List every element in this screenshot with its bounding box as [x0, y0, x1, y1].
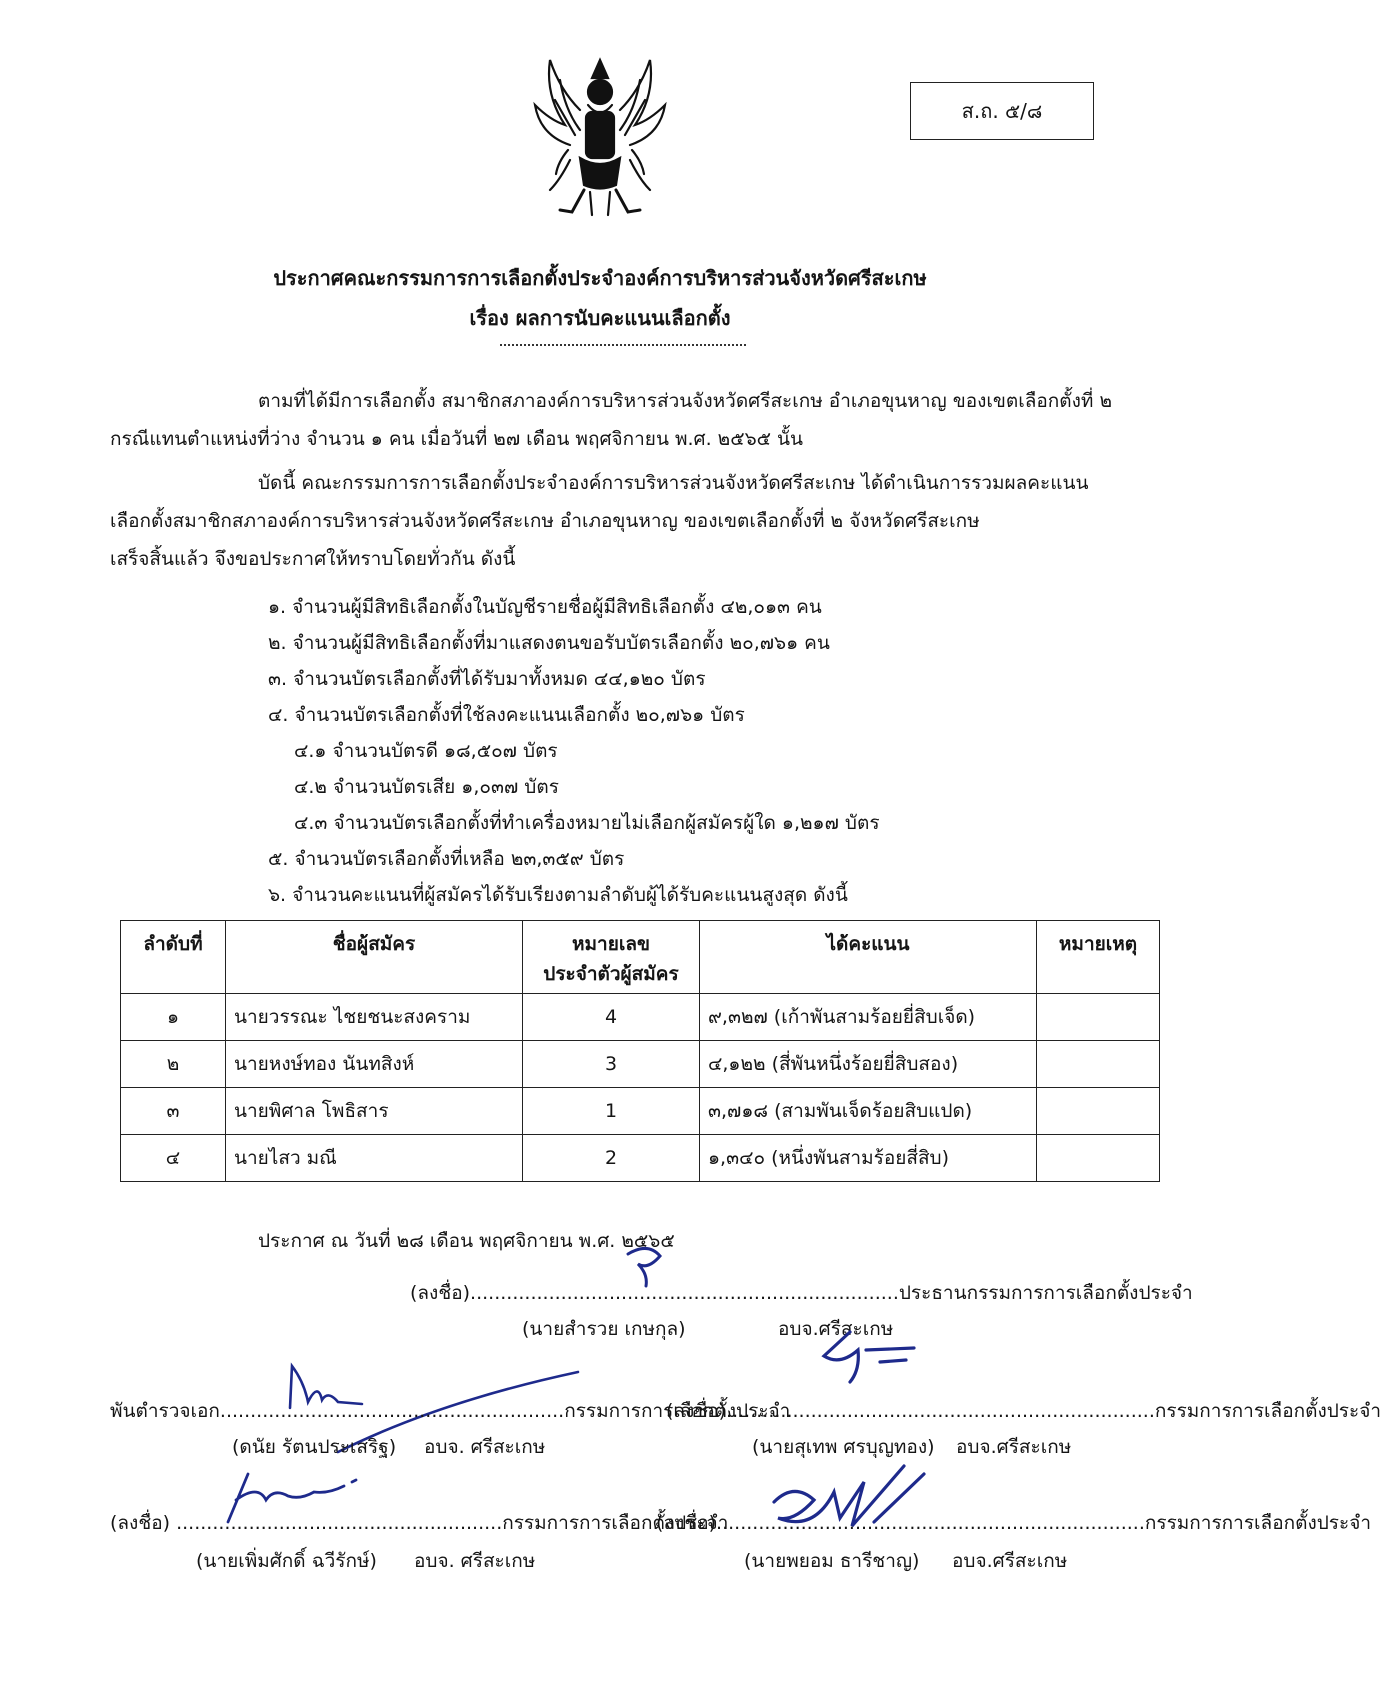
table-row: [121, 1041, 1160, 1088]
row-number: 3: [523, 1041, 700, 1088]
row-votes: ๙,๓๒๗ (เก้าพันสามร้อยยี่สิบเจ็ด): [700, 994, 1037, 1041]
table-row: [121, 1088, 1160, 1135]
row-number: 1: [523, 1088, 700, 1135]
row-rank: ๑: [121, 994, 226, 1041]
header-rank: ลำดับที่: [121, 921, 226, 994]
row-rank: ๔: [121, 1135, 226, 1182]
title-divider: [500, 344, 746, 346]
row-remark: [1037, 1041, 1160, 1088]
header-name: ชื่อผู้สมัคร: [226, 921, 523, 994]
row-rank: ๓: [121, 1088, 226, 1135]
row-name: นายไสว มณี: [226, 1135, 523, 1182]
member3-name: (นายเพิ่มศักดิ์ ฉวีรักษ์): [196, 1550, 377, 1572]
member4-sign-line: (ลงชื่อ).......................................................................กรรมการการเลือกตั้งประจำ: [656, 1512, 1371, 1534]
member4-signature-icon: [754, 1462, 934, 1552]
header-remark: หมายเหตุ: [1037, 921, 1160, 994]
para2-line3: เสร็จสิ้นแล้ว จึงขอประกาศให้ทราบโดยทั่วกัน ดังนี้: [110, 548, 516, 570]
item-4-1: ๔.๑ จำนวนบัตรดี ๑๘,๕๐๗ บัตร: [294, 740, 558, 762]
row-remark: [1037, 1088, 1160, 1135]
table-header-row: [121, 921, 1160, 994]
item-2: ๒. จำนวนผู้มีสิทธิเลือกตั้งที่มาแสดงตนขอรับบัตรเลือกตั้ง ๒๐,๗๖๑ คน: [268, 632, 830, 654]
member2-sign-line: (ลงชื่อ).......................................................................กรรมการการเลือกตั้งประจำ: [666, 1400, 1381, 1422]
header-number: [523, 921, 700, 994]
member2-name: (นายสุเทพ ศรบุญทอง): [752, 1436, 935, 1458]
item-3: ๓. จำนวนบัตรเลือกตั้งที่ได้รับมาทั้งหมด ๔๔,๑๒๐ บัตร: [268, 668, 706, 690]
header-votes: ได้คะแนน: [700, 921, 1037, 994]
member1-org: อบจ. ศรีสะเกษ: [424, 1436, 546, 1458]
form-code-box: [910, 82, 1094, 140]
member2-signature-icon: [810, 1326, 930, 1386]
row-remark: [1037, 1135, 1160, 1182]
announcement-subject: เรื่อง ผลการนับคะแนนเลือกตั้ง: [469, 306, 731, 330]
announcement-title: ประกาศคณะกรรมการการเลือกตั้งประจำองค์การบริหารส่วนจังหวัดศรีสะเกษ: [273, 266, 927, 290]
item-1: ๑. จำนวนผู้มีสิทธิเลือกตั้งในบัญชีรายชื่อผู้มีสิทธิเลือกตั้ง ๔๒,๐๑๓ คน: [268, 596, 822, 618]
row-name: นายวรรณะ ไชยชนะสงคราม: [226, 994, 523, 1041]
announce-date: ประกาศ ณ วันที่ ๒๘ เดือน พฤศจิกายน พ.ศ. ๒๕๖๕: [258, 1230, 675, 1252]
chair-org: อบจ.ศรีสะเกษ: [778, 1318, 894, 1340]
para2-line2: เลือกตั้งสมาชิกสภาองค์การบริหารส่วนจังหวัดศรีสะเกษ อำเภอขุนหาญ ของเขตเลือกตั้งที่ ๒ จังหวัดศรีสะเกษ: [110, 510, 980, 532]
item-4: ๔. จำนวนบัตรเลือกตั้งที่ใช้ลงคะแนนเลือกตั้ง ๒๐,๗๖๑ บัตร: [268, 704, 745, 726]
member4-name: (นายพยอม ธารีชาญ): [744, 1550, 920, 1572]
row-votes: ๔,๑๒๒ (สี่พันหนึ่งร้อยยี่สิบสอง): [700, 1041, 1037, 1088]
garuda-emblem-icon: [520, 50, 680, 220]
row-rank: ๒: [121, 1041, 226, 1088]
row-remark: [1037, 994, 1160, 1041]
row-number: 4: [523, 994, 700, 1041]
member4-org: อบจ.ศรีสะเกษ: [952, 1550, 1068, 1572]
row-name: นายพิศาล โพธิสาร: [226, 1088, 523, 1135]
para2-line1: บัดนี้ คณะกรรมการการเลือกตั้งประจำองค์การบริหารส่วนจังหวัดศรีสะเกษ ได้ดำเนินการรวมผลคะแนน: [258, 472, 1089, 494]
form-code: ส.ถ. ๕/๘: [961, 99, 1043, 123]
para1-line1: ตามที่ได้มีการเลือกตั้ง สมาชิกสภาองค์การบริหารส่วนจังหวัดศรีสะเกษ อำเภอขุนหาญ ของเขตเลือกตั้งที่ ๒: [258, 390, 1112, 412]
table-row: [121, 1135, 1160, 1182]
member1-name: (ดนัย รัตนประเสริฐ): [232, 1436, 397, 1458]
results-table: [120, 920, 1160, 1182]
member2-org: อบจ.ศรีสะเกษ: [956, 1436, 1072, 1458]
item-4-3: ๔.๓ จำนวนบัตรเลือกตั้งที่ทำเครื่องหมายไม่เลือกผู้สมัครผู้ใด ๑,๒๑๗ บัตร: [294, 812, 880, 834]
member1-sign-line: พันตำรวจเอก.........................................................กรรมการการเลือกตั้งประจำ: [110, 1400, 791, 1422]
row-name: นายหงษ์ทอง นันทสิงห์: [226, 1041, 523, 1088]
member3-sign-line: (ลงชื่อ) ......................................................กรรมการการเลือกตั้งประจำ: [110, 1512, 729, 1534]
row-votes: ๑,๓๔๐ (หนึ่งพันสามร้อยสี่สิบ): [700, 1135, 1037, 1182]
member3-org: อบจ. ศรีสะเกษ: [414, 1550, 536, 1572]
para1-line2: กรณีแทนตำแหน่งที่ว่าง จำนวน ๑ คน เมื่อวันที่ ๒๗ เดือน พฤศจิกายน พ.ศ. ๒๕๖๕ นั้น: [110, 428, 804, 450]
item-4-2: ๔.๒ จำนวนบัตรเสีย ๑,๐๓๗ บัตร: [294, 776, 559, 798]
row-votes: ๓,๗๑๘ (สามพันเจ็ดร้อยสิบแปด): [700, 1088, 1037, 1135]
chair-sign-line: (ลงชื่อ).......................................................................ประธานกรรมการการเลือกตั้งประจำ: [410, 1282, 1193, 1304]
header-number-line2: ประจำตัวผู้สมัคร: [543, 963, 679, 985]
table-row: [121, 994, 1160, 1041]
chair-name: (นายสำรวย เกษกุล): [522, 1318, 686, 1340]
item-5: ๕. จำนวนบัตรเลือกตั้งที่เหลือ ๒๓,๓๕๙ บัตร: [268, 848, 625, 870]
item-6: ๖. จำนวนคะแนนที่ผู้สมัครได้รับเรียงตามลำดับผู้ได้รับคะแนนสูงสุด ดังนี้: [268, 884, 848, 906]
row-number: 2: [523, 1135, 700, 1182]
header-number-line1: หมายเลข: [572, 933, 650, 955]
